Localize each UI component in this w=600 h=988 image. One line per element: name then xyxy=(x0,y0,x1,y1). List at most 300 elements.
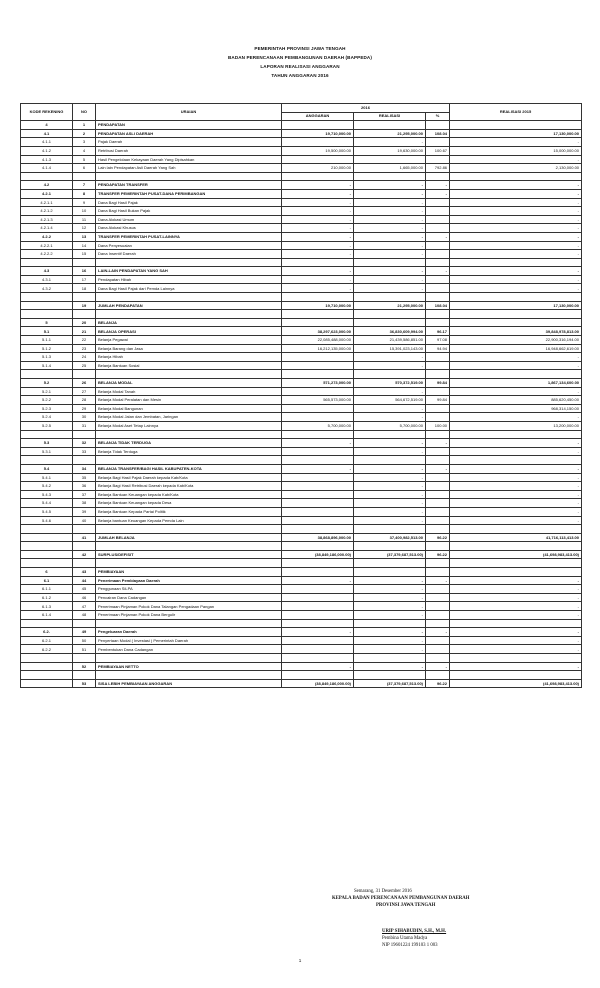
cell-kode: 4.3 xyxy=(21,267,73,276)
cell-realisasi-2015: - xyxy=(450,275,582,284)
cell-percent: - xyxy=(426,181,450,190)
table-row xyxy=(21,241,582,250)
cell-percent xyxy=(426,611,450,620)
cell-uraian: PENDAPATAN xyxy=(96,121,282,130)
cell-percent xyxy=(426,645,450,654)
cell-realisasi: - xyxy=(354,241,426,250)
cell-no: 29 xyxy=(73,404,96,413)
cell-kode: 4.2.2.2 xyxy=(21,250,73,259)
cell-realisasi-2015: 13,200,000.00 xyxy=(450,421,582,430)
cell-anggaran xyxy=(282,585,354,594)
cell-kode: 5.4 xyxy=(21,464,73,473)
cell-anggaran: - xyxy=(282,439,354,448)
cell-kode: 6.2.2 xyxy=(21,645,73,654)
cell-percent: 100.67 xyxy=(426,146,450,155)
cell-realisasi: - xyxy=(354,636,426,645)
cell-realisasi-2015: - xyxy=(450,232,582,241)
table-row xyxy=(21,679,582,688)
cell-kode: 4.2.1.1 xyxy=(21,198,73,207)
cell-no: 26 xyxy=(73,379,96,388)
cell-uraian: Belanja Hibah xyxy=(96,353,282,362)
cell-no: 4 xyxy=(73,146,96,155)
signature-block xyxy=(332,888,469,949)
table-row xyxy=(21,121,582,130)
cell-no: 47 xyxy=(73,602,96,611)
table-row xyxy=(21,215,582,224)
cell-realisasi-2015: - xyxy=(450,189,582,198)
cell-uraian: Belanja Tidak Terduga xyxy=(96,447,282,456)
cell-uraian: Dana Bagi Hasil Pajak dari Pemda Lainnya xyxy=(96,284,282,293)
cell-uraian: Penggunaan SiLPA xyxy=(96,585,282,594)
cell-percent xyxy=(426,198,450,207)
cell-realisasi-2015: 41,716,113,413.00 xyxy=(450,533,582,542)
cell-percent xyxy=(426,215,450,224)
cell-realisasi-2015: - xyxy=(450,636,582,645)
cell-uraian: Penerimaan Pinjaman Pokok Dana Bergulir xyxy=(96,611,282,620)
cell-no: 22 xyxy=(73,336,96,345)
signature-nip: NIP 19601224 199103 1 003 xyxy=(382,943,438,948)
cell-anggaran xyxy=(282,645,354,654)
cell-no: 38 xyxy=(73,499,96,508)
cell-kode: 6.1.4 xyxy=(21,611,73,620)
cell-kode: 5.1.1 xyxy=(21,336,73,345)
cell-uraian: BELANJA MODAL xyxy=(96,379,282,388)
cell-no: 2 xyxy=(73,129,96,138)
cell-anggaran: 571,273,000.00 xyxy=(282,379,354,388)
cell-realisasi: - xyxy=(354,464,426,473)
cell-realisasi: - xyxy=(354,284,426,293)
cell-uraian: BELANJA xyxy=(96,318,282,327)
cell-uraian: PENDAPATAN TRANSFER xyxy=(96,181,282,190)
cell-realisasi-2015: - xyxy=(450,507,582,516)
cell-percent xyxy=(426,155,450,164)
cell-no: 46 xyxy=(73,593,96,602)
table-row xyxy=(21,568,582,577)
cell-percent xyxy=(426,473,450,482)
cell-kode: 4.2 xyxy=(21,181,73,190)
cell-uraian: Lain lain Pendapatan Asli Daerah Yang Sah xyxy=(96,164,282,173)
cell-percent xyxy=(426,490,450,499)
cell-realisasi-2015: 968,314,150.00 xyxy=(450,404,582,413)
cell-realisasi: 15,391,023,143.00 xyxy=(354,344,426,353)
cell-realisasi: - xyxy=(354,215,426,224)
table-row xyxy=(21,550,582,559)
cell-percent xyxy=(426,568,450,577)
cell-kode: 4.2.1.3 xyxy=(21,215,73,224)
cell-no: 36 xyxy=(73,482,96,491)
cell-kode xyxy=(21,301,73,310)
cell-kode: 5.4.3 xyxy=(21,490,73,499)
cell-realisasi: - xyxy=(354,662,426,671)
cell-no: 18 xyxy=(73,284,96,293)
cell-percent xyxy=(426,241,450,250)
cell-realisasi: - xyxy=(354,447,426,456)
cell-percent xyxy=(426,224,450,233)
cell-uraian: Belanja Bantuan Kepada Partai Politik xyxy=(96,507,282,516)
cell-realisasi-2015: - xyxy=(450,284,582,293)
cell-kode: 6.1.3 xyxy=(21,602,73,611)
spacer-row xyxy=(21,559,582,568)
cell-percent xyxy=(426,585,450,594)
cell-uraian: JUMLAH PENDAPATAN xyxy=(96,301,282,310)
cell-kode: 4.1.4 xyxy=(21,164,73,173)
cell-percent: 792.86 xyxy=(426,164,450,173)
cell-percent: 108.04 xyxy=(426,301,450,310)
header-line-1: PEMERINTAH PROVINSI JAWA TENGAH xyxy=(254,46,346,51)
cell-kode: 5.2.2 xyxy=(21,396,73,405)
cell-no: 48 xyxy=(73,611,96,620)
cell-anggaran: - xyxy=(282,464,354,473)
cell-no: 3 xyxy=(73,138,96,147)
cell-no: 25 xyxy=(73,361,96,370)
cell-realisasi-2015: - xyxy=(450,482,582,491)
cell-realisasi-2015: 2,130,000.00 xyxy=(450,164,582,173)
cell-realisasi: - xyxy=(354,439,426,448)
cell-no: 17 xyxy=(73,275,96,284)
signature-title-2: PROVINSI JAWA TENGAH xyxy=(376,903,436,908)
cell-realisasi-2015: - xyxy=(450,250,582,259)
cell-anggaran xyxy=(282,361,354,370)
cell-uraian: PENDAPATAN ASLI DAERAH xyxy=(96,129,282,138)
cell-uraian: Pajak Daerah xyxy=(96,138,282,147)
cell-realisasi-2015: - xyxy=(450,490,582,499)
cell-anggaran: (38,849,186,000.00) xyxy=(282,550,354,559)
cell-realisasi-2015: (41,698,983,413.00) xyxy=(450,679,582,688)
col-header-realisasi-2015: REALISASI 2015 xyxy=(450,104,582,121)
cell-anggaran: - xyxy=(282,241,354,250)
cell-realisasi-2015 xyxy=(450,318,582,327)
cell-no: 41 xyxy=(73,533,96,542)
spacer-row xyxy=(21,370,582,379)
cell-anggaran: 19,710,000.00 xyxy=(282,129,354,138)
cell-no: 7 xyxy=(73,181,96,190)
cell-anggaran xyxy=(282,318,354,327)
cell-kode: 5.4.6 xyxy=(21,516,73,525)
cell-percent: - xyxy=(426,628,450,637)
spacer-row xyxy=(21,456,582,465)
cell-realisasi-2015: - xyxy=(450,662,582,671)
cell-realisasi-2015: 15,000,000.00 xyxy=(450,146,582,155)
cell-percent xyxy=(426,275,450,284)
cell-uraian: Belanja Modal Peralatan dan Mesin xyxy=(96,396,282,405)
col-header-no: NO xyxy=(73,104,96,121)
cell-realisasi-2015: 885,620,450.00 xyxy=(450,396,582,405)
cell-anggaran: 38,297,623,000.00 xyxy=(282,327,354,336)
cell-uraian: Belanja Bagi Hasil Retribusi Daerah kepada Kab/Kota xyxy=(96,482,282,491)
cell-no: 53 xyxy=(73,679,96,688)
cell-no: 42 xyxy=(73,550,96,559)
table-row xyxy=(21,533,582,542)
cell-anggaran: 5,700,000.00 xyxy=(282,421,354,430)
cell-uraian: JUMLAH BELANJA xyxy=(96,533,282,542)
cell-uraian: Dana Alokasi Khusus xyxy=(96,224,282,233)
cell-anggaran: - xyxy=(282,189,354,198)
cell-realisasi: - xyxy=(354,507,426,516)
cell-realisasi-2015: 17,130,000.00 xyxy=(450,129,582,138)
cell-uraian: SURPLUS/DEFISIT xyxy=(96,550,282,559)
cell-kode: 4.2.1 xyxy=(21,189,73,198)
cell-anggaran xyxy=(282,404,354,413)
cell-uraian: Penerimaan Pembiayaan Daerah xyxy=(96,576,282,585)
cell-anggaran: - xyxy=(282,267,354,276)
spacer-row xyxy=(21,654,582,663)
cell-realisasi-2015: (41,698,983,413.00) xyxy=(450,550,582,559)
cell-percent: - xyxy=(426,232,450,241)
cell-realisasi xyxy=(354,121,426,130)
cell-realisasi: 570,372,519.00 xyxy=(354,379,426,388)
cell-kode: 5.4.5 xyxy=(21,507,73,516)
cell-uraian: Belanja Modal Bangunan xyxy=(96,404,282,413)
cell-uraian: BELANJA OPERASI xyxy=(96,327,282,336)
budget-realization-table xyxy=(20,103,582,688)
cell-realisasi: - xyxy=(354,593,426,602)
cell-realisasi: - xyxy=(354,516,426,525)
cell-percent xyxy=(426,207,450,216)
table-row xyxy=(21,275,582,284)
cell-no: 37 xyxy=(73,490,96,499)
cell-anggaran xyxy=(282,507,354,516)
cell-realisasi-2015: - xyxy=(450,207,582,216)
cell-percent xyxy=(426,138,450,147)
cell-kode: 5.3.1 xyxy=(21,447,73,456)
cell-no: 8 xyxy=(73,189,96,198)
cell-percent xyxy=(426,602,450,611)
cell-kode: 4.1 xyxy=(21,129,73,138)
cell-realisasi-2015: - xyxy=(450,353,582,362)
cell-anggaran xyxy=(282,490,354,499)
cell-anggaran: - xyxy=(282,628,354,637)
table-row xyxy=(21,336,582,345)
cell-realisasi: 19,630,000.00 xyxy=(354,146,426,155)
cell-realisasi: 21,295,000.00 xyxy=(354,301,426,310)
table-row xyxy=(21,636,582,645)
cell-kode: 4.3.1 xyxy=(21,275,73,284)
cell-realisasi: - xyxy=(354,181,426,190)
cell-no: 49 xyxy=(73,628,96,637)
cell-percent: 99.84 xyxy=(426,379,450,388)
cell-anggaran: - xyxy=(282,662,354,671)
cell-no: 32 xyxy=(73,439,96,448)
cell-realisasi-2015: - xyxy=(450,447,582,456)
cell-no: 19 xyxy=(73,301,96,310)
cell-no: 50 xyxy=(73,636,96,645)
cell-realisasi-2015: - xyxy=(450,611,582,620)
table-row xyxy=(21,413,582,422)
cell-realisasi: - xyxy=(354,576,426,585)
cell-uraian: Belanja Modal Jalan dan Jembatan, Jaringan xyxy=(96,413,282,422)
table-row xyxy=(21,129,582,138)
cell-percent: - xyxy=(426,189,450,198)
header-line-2: BADAN PERENCANAAN PEMBANGUNAN DAERAH (BAPPEDA) xyxy=(228,55,372,60)
cell-realisasi: - xyxy=(354,207,426,216)
cell-realisasi-2015: - xyxy=(450,499,582,508)
cell-realisasi-2015: - xyxy=(450,516,582,525)
cell-kode: 4.1.3 xyxy=(21,155,73,164)
page-number: 1 xyxy=(298,958,302,963)
cell-kode: 5.4.2 xyxy=(21,482,73,491)
spacer-row xyxy=(21,430,582,439)
cell-no: 27 xyxy=(73,387,96,396)
report-header xyxy=(0,44,600,80)
table-row xyxy=(21,602,582,611)
cell-anggaran xyxy=(282,593,354,602)
cell-uraian: BELANJA TRANSFER/BAGI HASIL KABUPATEN-KOTA xyxy=(96,464,282,473)
cell-realisasi-2015: 17,130,000.00 xyxy=(450,301,582,310)
cell-percent xyxy=(426,250,450,259)
table-row xyxy=(21,464,582,473)
cell-percent xyxy=(426,387,450,396)
table-row xyxy=(21,404,582,413)
cell-realisasi-2015 xyxy=(450,121,582,130)
table-row xyxy=(21,164,582,173)
cell-uraian: Hasil Pengelolaan Kekayaan Daerah Yang Dipisahkan xyxy=(96,155,282,164)
table-row xyxy=(21,267,582,276)
cell-percent: - xyxy=(426,464,450,473)
cell-kode: 4.3.2 xyxy=(21,284,73,293)
cell-no: 23 xyxy=(73,344,96,353)
cell-percent: 96.22 xyxy=(426,533,450,542)
cell-realisasi: - xyxy=(354,232,426,241)
cell-kode: 5 xyxy=(21,318,73,327)
cell-uraian: PEMBIAYAAN NETTO xyxy=(96,662,282,671)
cell-percent: - xyxy=(426,576,450,585)
cell-anggaran xyxy=(282,482,354,491)
cell-realisasi-2015: - xyxy=(450,593,582,602)
table-row xyxy=(21,482,582,491)
cell-anggaran: 22,085,488,000.00 xyxy=(282,336,354,345)
cell-percent: - xyxy=(426,439,450,448)
cell-uraian: PEMBIAYAAN xyxy=(96,568,282,577)
cell-anggaran: 19,710,000.00 xyxy=(282,301,354,310)
table-row xyxy=(21,224,582,233)
table-row xyxy=(21,207,582,216)
spacer-row xyxy=(21,525,582,534)
table-row xyxy=(21,301,582,310)
cell-percent xyxy=(426,353,450,362)
cell-anggaran xyxy=(282,447,354,456)
cell-realisasi: - xyxy=(354,275,426,284)
cell-percent xyxy=(426,284,450,293)
cell-realisasi: - xyxy=(354,224,426,233)
cell-uraian: TRANSFER PEMERINTAH PUSAT-LAINNYA xyxy=(96,232,282,241)
table-row xyxy=(21,593,582,602)
cell-percent: 96.17 xyxy=(426,327,450,336)
cell-uraian: Belanja Modal Tanah xyxy=(96,387,282,396)
cell-no: 1 xyxy=(73,121,96,130)
cell-realisasi-2015: 1,867,134,600.00 xyxy=(450,379,582,388)
cell-no: 24 xyxy=(73,353,96,362)
cell-anggaran xyxy=(282,155,354,164)
cell-realisasi: 1,665,000.00 xyxy=(354,164,426,173)
cell-kode: 5.2.3 xyxy=(21,404,73,413)
cell-no: 39 xyxy=(73,507,96,516)
table-row xyxy=(21,138,582,147)
cell-percent: 94.94 xyxy=(426,344,450,353)
cell-uraian: Pencairan Dana Cadangan xyxy=(96,593,282,602)
cell-no: 30 xyxy=(73,413,96,422)
cell-anggaran: - xyxy=(282,284,354,293)
spacer-row xyxy=(21,542,582,551)
cell-no: 51 xyxy=(73,645,96,654)
cell-kode: 4.1.1 xyxy=(21,138,73,147)
cell-percent xyxy=(426,121,450,130)
cell-realisasi: - xyxy=(354,482,426,491)
col-header-year: 2016 xyxy=(282,104,450,113)
cell-realisasi-2015: - xyxy=(450,241,582,250)
cell-realisasi: - xyxy=(354,387,426,396)
table-row xyxy=(21,421,582,430)
cell-no: 9 xyxy=(73,198,96,207)
cell-uraian: Belanja Bantuan Keuangan kepada Desa xyxy=(96,499,282,508)
table-row xyxy=(21,611,582,620)
cell-realisasi: - xyxy=(354,473,426,482)
cell-uraian: SISA LEBIH PEMBIAYAAN ANGGARAN xyxy=(96,679,282,688)
cell-kode: 4 xyxy=(21,121,73,130)
table-row xyxy=(21,232,582,241)
cell-anggaran: - xyxy=(282,576,354,585)
cell-percent: 108.04 xyxy=(426,129,450,138)
table-row xyxy=(21,379,582,388)
cell-uraian: Pembentukan Dana Cadangan xyxy=(96,645,282,654)
cell-kode: 5.4.4 xyxy=(21,499,73,508)
cell-kode: 4.2.2.1 xyxy=(21,241,73,250)
cell-percent xyxy=(426,404,450,413)
cell-no: 45 xyxy=(73,585,96,594)
cell-anggaran: 16,212,135,000.00 xyxy=(282,344,354,353)
cell-uraian: BELANJA TIDAK TERDUGA xyxy=(96,439,282,448)
header-line-4: TAHUN ANGGARAN 2016 xyxy=(271,73,329,78)
cell-realisasi: 21,295,000.00 xyxy=(354,129,426,138)
cell-anggaran: - xyxy=(282,224,354,233)
cell-realisasi-2015: 16,948,662,619.00 xyxy=(450,344,582,353)
table-row xyxy=(21,327,582,336)
cell-no: 35 xyxy=(73,473,96,482)
cell-no: 40 xyxy=(73,516,96,525)
cell-kode: 4.2.1.2 xyxy=(21,207,73,216)
cell-kode: 6.1.1 xyxy=(21,585,73,594)
cell-uraian: Belanja bantuan Keuangan Kepada Pemda Lain xyxy=(96,516,282,525)
table-row xyxy=(21,344,582,353)
cell-realisasi-2015: - xyxy=(450,473,582,482)
cell-uraian: Retribusi Daerah xyxy=(96,146,282,155)
cell-realisasi: 5,700,000.00 xyxy=(354,421,426,430)
cell-uraian: Dana Bagi Hasil Bukan Pajak xyxy=(96,207,282,216)
cell-percent xyxy=(426,507,450,516)
cell-no: 21 xyxy=(73,327,96,336)
cell-percent xyxy=(426,516,450,525)
cell-kode: 6.1.2 xyxy=(21,593,73,602)
cell-percent xyxy=(426,447,450,456)
cell-anggaran xyxy=(282,473,354,482)
cell-realisasi: 21,439,586,851.00 xyxy=(354,336,426,345)
cell-uraian: Belanja Bagi Hasil Pajak Daerah kepada Kab/Kota xyxy=(96,473,282,482)
cell-anggaran xyxy=(282,138,354,147)
cell-realisasi-2015: - xyxy=(450,439,582,448)
cell-anggaran: - xyxy=(282,275,354,284)
cell-realisasi: - xyxy=(354,628,426,637)
cell-anggaran xyxy=(282,602,354,611)
cell-kode: 5.2.4 xyxy=(21,413,73,422)
cell-uraian: Belanja Pegawai xyxy=(96,336,282,345)
cell-realisasi: 37,400,982,513.00 xyxy=(354,533,426,542)
cell-kode: 6.2. xyxy=(21,628,73,637)
cell-realisasi-2015: - xyxy=(450,198,582,207)
cell-no: 34 xyxy=(73,464,96,473)
cell-realisasi: - xyxy=(354,585,426,594)
cell-percent: - xyxy=(426,267,450,276)
cell-percent: 99.84 xyxy=(426,396,450,405)
cell-realisasi: - xyxy=(354,267,426,276)
